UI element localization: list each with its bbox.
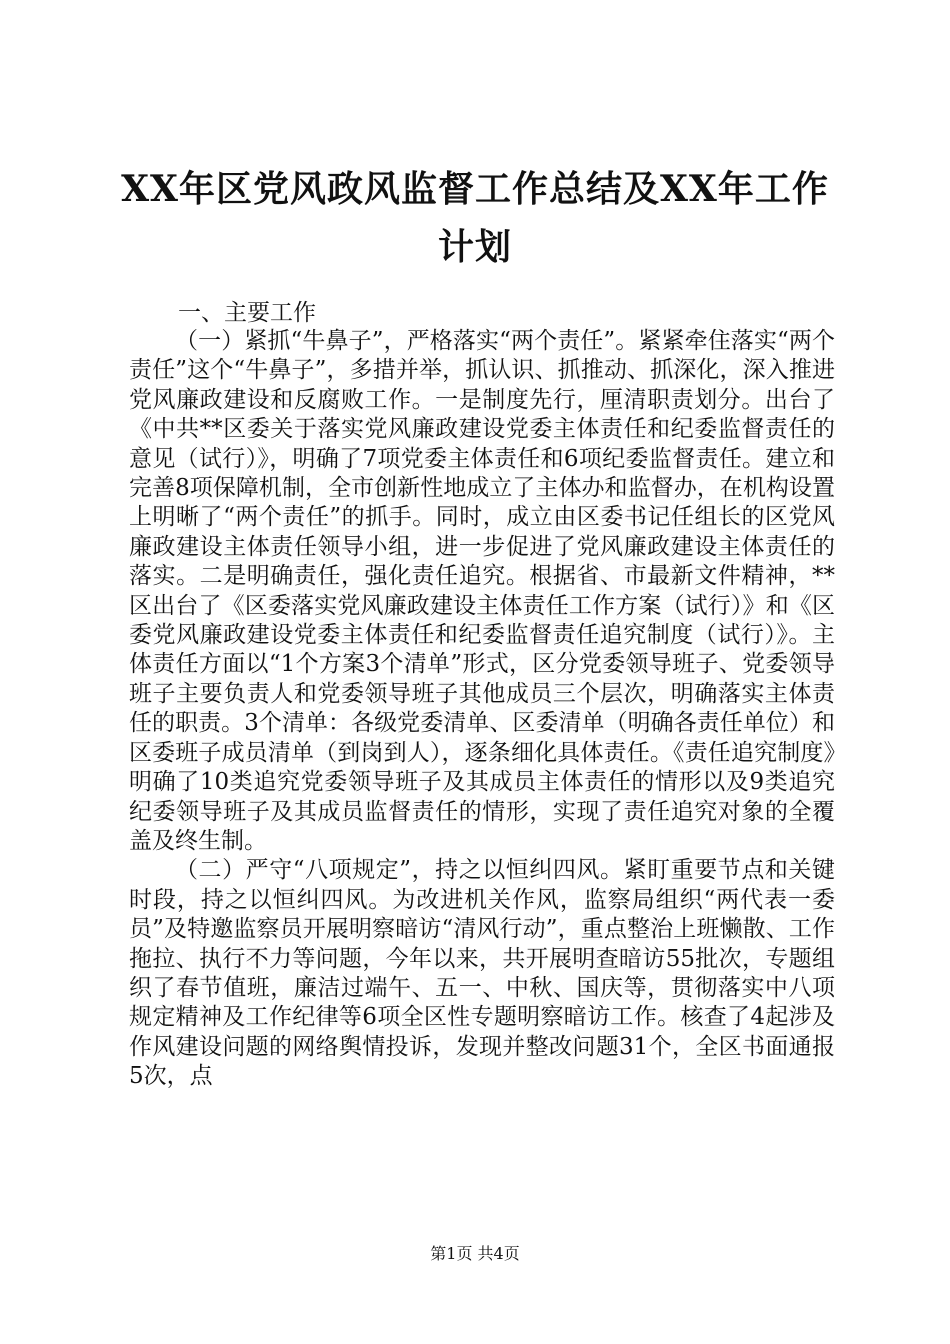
section-heading: 一、主要工作 <box>178 300 316 326</box>
page-footer: 第1页 共4页 <box>430 1244 520 1263</box>
paragraph-2: （二）严守“八项规定”，持之以恒纠四风。紧盯重要节点和关键时段，持之以恒纠四风。为改进机关作风，监察局组织“两代表一委员”及特邀监察员开展明察暗访“清风行动”，重点整治上班懒散、工作拖拉、执行不力等问题，今年以来，共开展明查暗访55批次，专题组织了春节值班，廉洁过端午、五一、中秋、国庆等，贯彻落实中八项规定精神及工作纪律等6项全区性专题明察暗访工作。核查了4起涉及作风建设问题的网络舆情投诉，发现并整改问题31个，全区书面通报5次，点 <box>129 857 835 1090</box>
paragraph-1: （一）紧抓“牛鼻子”，严格落实“两个责任”。紧紧牵住落实“两个责任”这个“牛鼻子”，多措并举，抓认识、抓推动、抓深化，深入推进党风廉政建设和反腐败工作。一是制度先行，厘清职责划分。出台了《中共**区委关于落实党风廉政建设党委主体责任和纪委监督责任的意见（试行）》，明确了7项党委主体责任和6项纪委监督责任。建立和完善8项保障机制，全市创新性地成立了主体办和监督办，在机构设置上明晰了“两个责任”的抓手。同时，成立由区委书记任组长的区党风廉政建设主体责任领导小组，进一步促进了党风廉政建设主体责任的落实。二是明确责任，强化责任追究。根据省、市最新文件精神，**区出台了《区委落实党风廉政建设主体责任工作方案（试行）》和《区委党风廉政建设党委主体责任和纪委监督责任追究制度（试行）》。主体责任方面以“1个方案3个清单”形式，区分党委领导班子、党委领导班子主要负责人和党委领导班子其他成员三个层次，明确落实主体责任的职责。3个清单：各级党委清单、区委清单（明确各责任单位）和区委班子成员清单（到岗到人），逐条细化具体责任。《责任追究制度》明确了10类追究党委领导班子及其成员主体责任的情形以及9类追究纪委领导班子及其成员监督责任的情形，实现了责任追究对象的全覆盖及终生制。 <box>129 328 835 854</box>
document-body <box>129 327 835 1092</box>
document-title: XX年区党风政风监督工作总结及XX年工作计划 <box>121 168 829 268</box>
